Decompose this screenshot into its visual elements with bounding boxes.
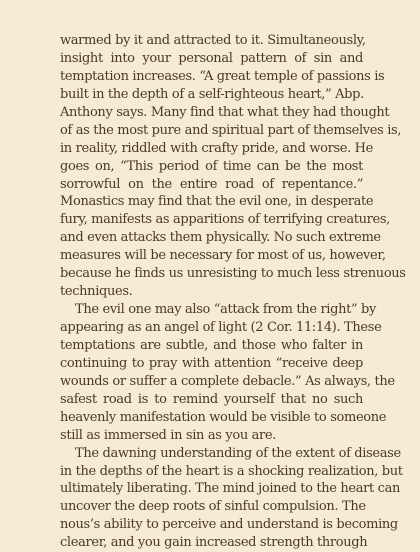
text-line: sorrowful on the entire road of repentance.” xyxy=(60,176,363,192)
text-line: techniques. xyxy=(60,284,133,300)
text-line: and even attacks them physically. No such extreme xyxy=(60,230,381,246)
text-line: in reality, riddled with crafty pride, and worse. He xyxy=(60,140,374,156)
text-line: wounds or suffer a complete debacle.” As always, the xyxy=(60,373,395,389)
text-line: measures will be necessary for most of us, however, xyxy=(60,248,386,264)
text-line: built in the depth of a self-righteous heart,” Abp. xyxy=(60,86,364,102)
text-line: temptation increases. “A great temple of passions is xyxy=(60,68,385,84)
text-line: uncover the deep roots of sinful compulsion. The xyxy=(60,499,366,515)
text-line: Anthony says. Many find that what they had thought xyxy=(60,104,390,120)
text-line: appearing as an angel of light (2 Cor. 11:14). These xyxy=(60,320,382,335)
body-text xyxy=(60,32,406,552)
text-line: safest road is to remind yourself that no such xyxy=(60,391,363,407)
text-line: of as the most pure and spiritual part of themselves is, xyxy=(60,122,402,138)
text-line: temptations are subtle, and those who falter in xyxy=(60,337,363,353)
text-line: The evil one may also “attack from the right” by xyxy=(75,302,377,318)
text-line: goes on, “This period of time can be the most xyxy=(60,158,363,174)
text-line: ultimately liberating. The mind joined to the heart can xyxy=(60,481,401,497)
text-line: insight into your personal pattern of sin and xyxy=(60,50,363,66)
text-line: The dawning understanding of the extent of disease xyxy=(75,445,401,461)
text-line: warmed by it and attracted to it. Simultaneously, xyxy=(60,33,366,48)
text-line: fury, manifests as apparitions of terrifying creatures, xyxy=(60,212,390,228)
text-line: heavenly manifestation would be visible to someone xyxy=(60,409,387,425)
text-line: continuing to pray with attention “receive deep xyxy=(60,355,363,371)
text-line: Monastics may find that the evil one, in desperate xyxy=(60,194,374,210)
text-line: in the depths of the heart is a shocking realization, but xyxy=(60,463,403,479)
text-line: nous’s ability to perceive and understand is becoming xyxy=(60,517,398,533)
text-line: because he finds us unresisting to much less strenuous xyxy=(60,266,406,282)
text-line: clearer, and you gain increased strength through xyxy=(60,535,368,551)
text-line: still as immersed in sin as you are. xyxy=(60,427,277,443)
